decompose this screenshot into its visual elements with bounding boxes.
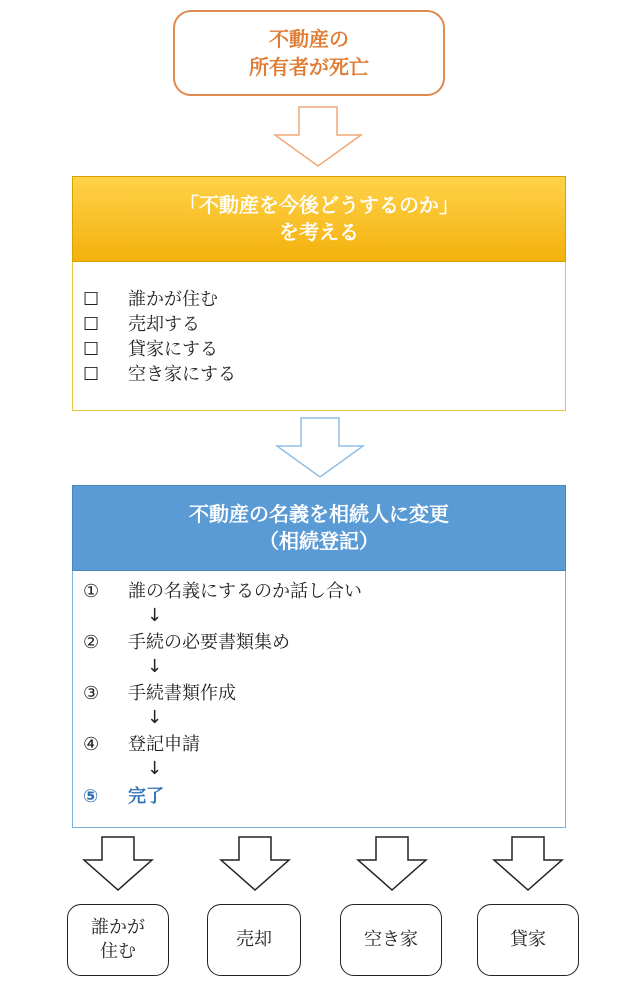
outcome-arrow-3 bbox=[356, 836, 428, 892]
outcome-box-live bbox=[67, 904, 169, 976]
step-row bbox=[73, 579, 565, 604]
outcome-line1: 貸家 bbox=[510, 929, 546, 950]
option-label: 空き家にする bbox=[128, 364, 236, 385]
step-number: ③ bbox=[83, 683, 100, 704]
outcome-box-rent bbox=[477, 904, 579, 976]
checkbox-icon: ☐ bbox=[83, 314, 100, 335]
checkbox-icon: ☐ bbox=[83, 364, 100, 385]
consider-panel-header bbox=[72, 176, 566, 262]
outcome-line2: 住む bbox=[100, 941, 136, 962]
outcome-arrow-2 bbox=[219, 836, 291, 892]
option-row bbox=[73, 362, 565, 387]
consider-panel-body bbox=[72, 262, 566, 411]
step-row-complete bbox=[73, 784, 565, 809]
step-connector-arrow-icon: ↓ bbox=[147, 758, 163, 779]
option-row bbox=[73, 337, 565, 362]
option-label: 誰かが住む bbox=[128, 289, 218, 310]
option-label: 売却する bbox=[128, 314, 200, 335]
outcome-arrow-1 bbox=[82, 836, 154, 892]
option-row bbox=[73, 312, 565, 337]
step-number: ④ bbox=[83, 734, 100, 755]
registration-panel-header bbox=[72, 485, 566, 571]
step-connector-arrow-icon: ↓ bbox=[147, 605, 163, 626]
step-number: ⑤ bbox=[83, 786, 99, 807]
option-label: 貸家にする bbox=[128, 339, 218, 360]
step-number: ② bbox=[83, 632, 100, 653]
outcome-arrow-4 bbox=[492, 836, 564, 892]
option-row bbox=[73, 287, 565, 312]
step-label: 手続書類作成 bbox=[128, 683, 236, 704]
outcome-box-vacant bbox=[340, 904, 442, 976]
top-box-line2: 所有者が死亡 bbox=[249, 55, 369, 79]
down-arrow-2 bbox=[275, 417, 365, 479]
registration-title-line1: 不動産の名義を相続人に変更 bbox=[189, 502, 449, 526]
step-row bbox=[73, 630, 565, 655]
down-arrow-1 bbox=[273, 106, 363, 168]
checkbox-icon: ☐ bbox=[83, 289, 100, 310]
step-row bbox=[73, 732, 565, 757]
deceased-owner-box bbox=[173, 10, 445, 96]
consider-title-line1: 「不動産を今後どうするのか」 bbox=[179, 193, 459, 217]
outcome-line1: 誰かが bbox=[91, 917, 145, 938]
outcome-box-sell bbox=[207, 904, 301, 976]
step-label: 登記申請 bbox=[128, 734, 200, 755]
step-label: 誰の名義にするのか話し合い bbox=[128, 581, 362, 602]
step-label: 手続の必要書類集め bbox=[128, 632, 290, 653]
checkbox-icon: ☐ bbox=[83, 339, 100, 360]
step-row bbox=[73, 681, 565, 706]
step-number: ① bbox=[83, 581, 100, 602]
step-connector-arrow-icon: ↓ bbox=[147, 656, 163, 677]
registration-title-line2: （相続登記） bbox=[259, 529, 379, 553]
step-connector-arrow-icon: ↓ bbox=[147, 707, 163, 728]
outcome-line1: 売却 bbox=[236, 929, 272, 950]
registration-panel-body bbox=[72, 571, 566, 828]
consider-title-line2: を考える bbox=[279, 220, 359, 244]
step-label: 完了 bbox=[128, 786, 164, 807]
top-box-line1: 不動産の bbox=[269, 27, 349, 51]
outcome-line1: 空き家 bbox=[364, 929, 418, 950]
